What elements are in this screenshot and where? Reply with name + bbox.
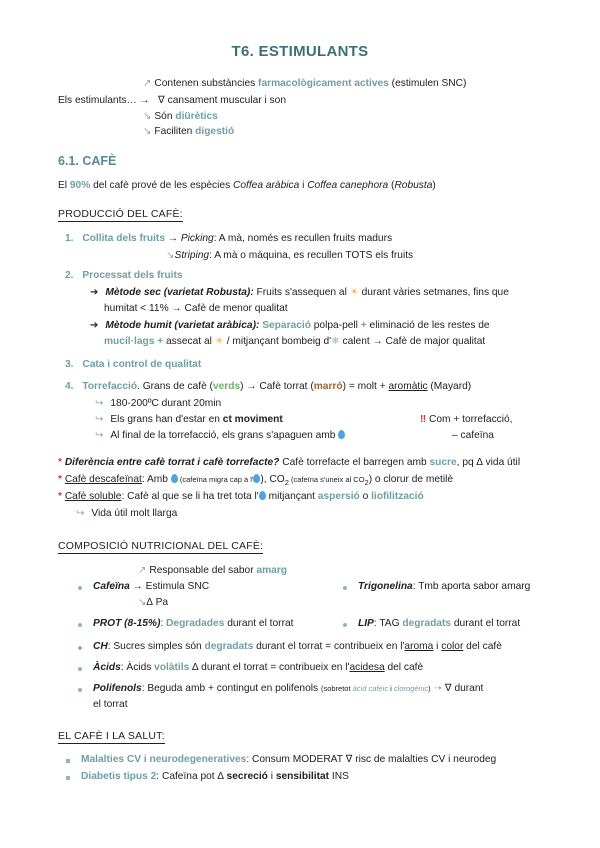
torrefaccio-note: ‼ Com + torrefacció, bbox=[420, 414, 513, 425]
produccio-item-1: 1. Collita dels fruits → Picking: A mà, només es recullen fruits madurs bbox=[65, 233, 393, 244]
arrow-up-right-icon: ↗ bbox=[143, 78, 152, 89]
polifenols-cont: el torrat bbox=[93, 699, 128, 710]
note-soluble: * Cafè soluble: Cafè al que se li ha tret tota l' mitjançant aspersió o liofilització bbox=[58, 491, 424, 502]
intro-line-2: ∇ cansament muscular i son bbox=[158, 95, 286, 106]
torrefaccio-sub-1: ↪ 180-200ºC durant 20min bbox=[95, 398, 222, 409]
torrefaccio-note-2: – cafeïna bbox=[452, 430, 494, 441]
trigonelina: Trigonelina: Tmb aporta sabor amarg bbox=[358, 581, 531, 592]
intro-lead: Els estimulants… → bbox=[58, 95, 150, 106]
bullet-square bbox=[66, 776, 70, 780]
torrefaccio-sub-2: ↪ Els grans han d'estar en ct moviment bbox=[95, 414, 283, 425]
double-exclamation-icon: ‼ bbox=[420, 414, 427, 425]
produccio-item-1-striping: ↘Striping: A mà o màquina, es recullen TOTS els fruits bbox=[166, 250, 414, 261]
section-heading-salut: EL CAFÈ I LA SALUT: bbox=[58, 730, 165, 742]
proteines: PROT (8-15%): Degradades durant el torrat bbox=[93, 618, 294, 629]
polifenols: Polifenols: Beguda amb + contingut en polifenols (sobretot àcid cafeic i clorogènic) ➝ ∇ durant bbox=[93, 683, 484, 694]
bullet-dot bbox=[343, 586, 347, 590]
bullet-dot bbox=[78, 646, 82, 650]
water-drop-icon bbox=[171, 474, 178, 483]
cafeina: Cafeïna → Estimula SNC bbox=[93, 581, 210, 592]
water-drop-icon bbox=[338, 430, 345, 439]
salut-item-1: Malalties CV i neurodegeneratives: Consum MODERAT ∇ risc de malalties CV i neurodeg bbox=[81, 754, 497, 765]
intro-line-1: ↗ Contenen substàncies farmacològicament actives (estimulen SNC) bbox=[143, 78, 467, 89]
metode-sec-cont: humitat < 11% → Cafè de menor qualitat bbox=[104, 303, 288, 314]
steam-icon: ❄ bbox=[331, 336, 340, 347]
bullet-dot bbox=[343, 623, 347, 627]
section-heading-composicio: COMPOSICIÓ NUTRICIONAL DEL CAFÈ: bbox=[58, 540, 264, 552]
carbohidrats: CH: Sucres simples són degradats durant el torrat = contribueix en l'aroma i color del cafè bbox=[93, 641, 502, 652]
bullet-dot bbox=[78, 623, 82, 627]
arrow-down-right-icon: ↘ bbox=[143, 126, 152, 137]
note-torrat-vs-torrefacte: * Diferència entre cafè torrat i cafè torrefacte? Cafè torrefacte el barregen amb sucre, pq ∆ vida útil bbox=[58, 457, 521, 468]
metode-humit: ➔ Mètode humit (varietat aràbica): Separació polpa-pell + eliminació de les restes de bbox=[90, 320, 490, 331]
arrow-down-right-icon: ↘ bbox=[143, 111, 152, 122]
metode-humit-cont: mucíl·lags + assecat al ☀ / mitjançant bombeig d'❄ calent → Cafè de major qualitat bbox=[104, 336, 486, 347]
acids: Àcids: Àcids volàtils ∆ durant el torrat = contribueix en l'acidesa del cafè bbox=[93, 662, 424, 673]
note-descafeinat: * Cafè descafeïnat: Amb (cafeïna migra cap a l' ), $CO_2$ (cafeïna s'uneix al $CO_2$) o clorur de metilè bbox=[58, 474, 454, 488]
produccio-item-2: 2. Processat dels fruits bbox=[65, 270, 183, 281]
arrow-bullet-icon: ➔ bbox=[90, 287, 99, 298]
water-drop-icon bbox=[259, 491, 266, 500]
hook-arrow-icon: ↪ bbox=[95, 430, 104, 441]
note-soluble-sub: ↪ Vida útil molt llarga bbox=[76, 508, 178, 519]
sun-icon: ☀ bbox=[349, 287, 359, 298]
produccio-item-3: 3. Cata i control de qualitat bbox=[65, 359, 202, 370]
cafeina-down: ↘∆ Pa bbox=[138, 597, 169, 608]
hook-arrow-icon: ↪ bbox=[76, 508, 85, 519]
arrow-bullet-icon: ➔ bbox=[90, 320, 99, 331]
bullet-square bbox=[66, 759, 70, 763]
cafeina-up: ↗ Responsable del sabor amarg bbox=[138, 565, 288, 576]
section-heading-produccio: PRODUCCIÓ DEL CAFÈ: bbox=[58, 208, 183, 220]
page-title: T6. ESTIMULANTS bbox=[231, 43, 369, 60]
hook-arrow-icon: ↪ bbox=[95, 398, 104, 409]
intro-line-3: ↘ Són diürètics bbox=[143, 111, 218, 122]
arrow-down-right-icon: ↘ bbox=[138, 597, 147, 608]
arrow-down-right-icon: ↘ bbox=[166, 250, 175, 261]
torrefaccio-sub-3: ↪ Al final de la torrefacció, els grans s'apaguen amb bbox=[95, 430, 345, 441]
salut-item-2: Diabetis tipus 2: Cafeïna pot ∆ secreció i sensibilitat INS bbox=[81, 771, 349, 782]
cafe-paragraph: El 90% del cafè prové de les espècies Coffea aràbica i Coffea canephora (Robusta) bbox=[58, 180, 436, 191]
metode-sec: ➔ Mètode sec (varietat Robusta): Fruits s'assequen al ☀ durant vàries setmanes, fins que bbox=[90, 287, 509, 298]
sun-icon: ☀ bbox=[214, 336, 224, 347]
intro-line-4: ↘ Faciliten digestió bbox=[143, 126, 235, 137]
produccio-item-4: 4. Torrefacció. Grans de cafè (verds) → Cafè torrat (marró) = molt + aromàtic (Mayard) bbox=[65, 381, 472, 392]
arrow-up-right-icon: ↗ bbox=[138, 565, 147, 576]
lipids: LIP: TAG degradats durant el torrat bbox=[358, 618, 521, 629]
bullet-dot bbox=[78, 688, 82, 692]
bullet-dot bbox=[78, 586, 82, 590]
bullet-dot bbox=[78, 667, 82, 671]
section-heading-cafe: 6.1. CAFÈ bbox=[58, 154, 117, 168]
hook-arrow-icon: ↪ bbox=[95, 414, 104, 425]
